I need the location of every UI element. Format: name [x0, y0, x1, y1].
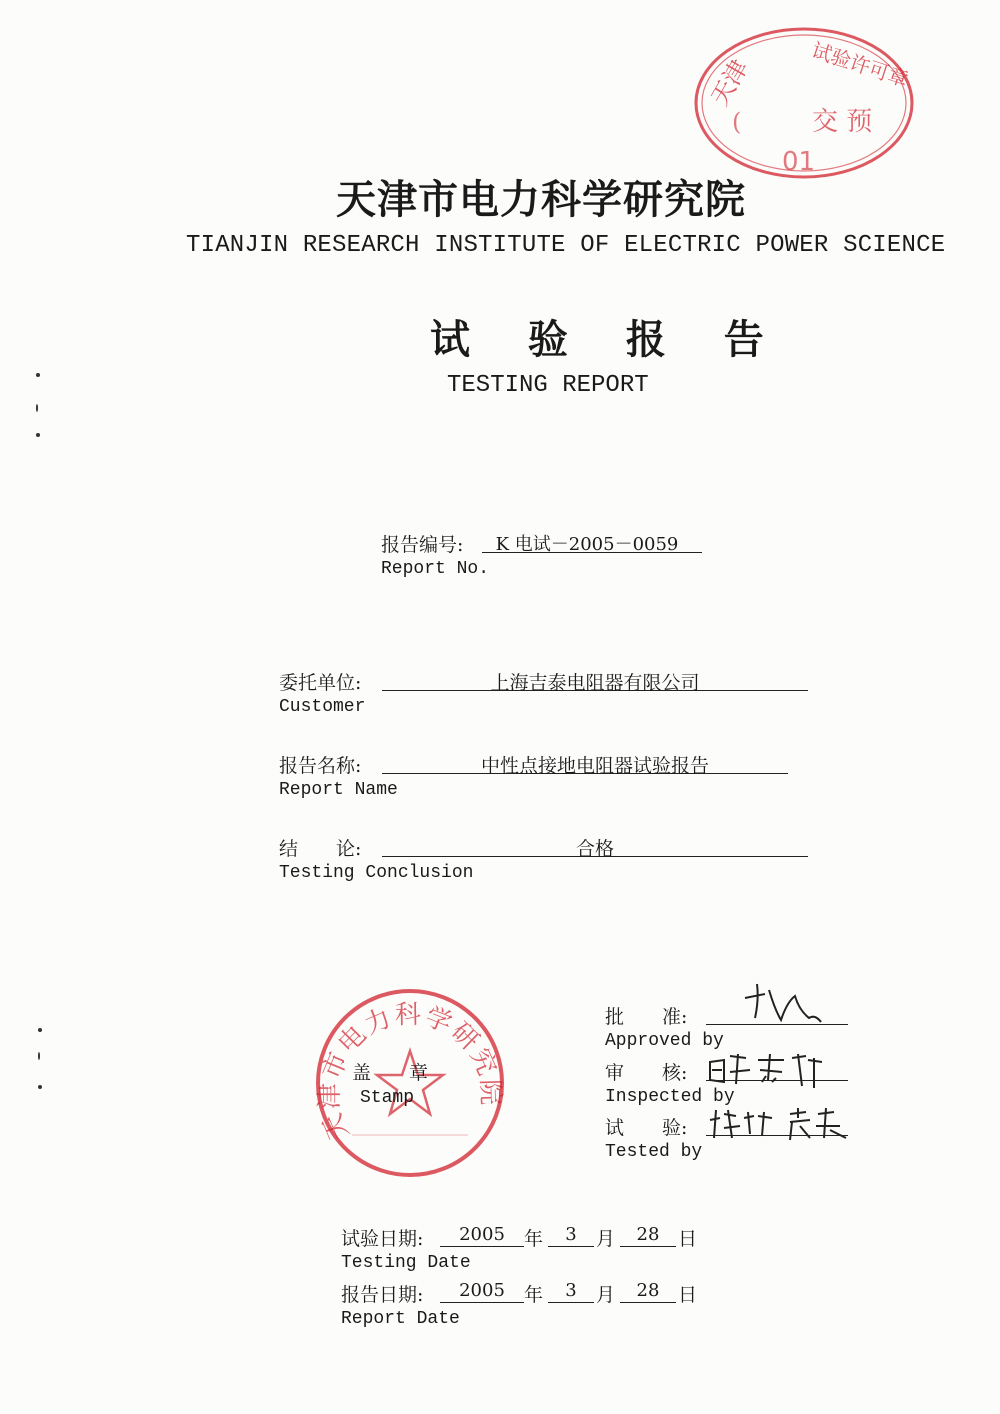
tested-label-en: Tested by [605, 1142, 703, 1162]
report-name-label-cn: 报告名称: [279, 755, 362, 777]
binding-mark [36, 433, 40, 437]
stamp-label-en: Stamp [360, 1088, 415, 1108]
report-date-year-unit: 年 [524, 1284, 544, 1306]
report-date-label-en: Report Date [341, 1309, 460, 1329]
svg-text:试验许可章: 试验许可章 [808, 37, 912, 92]
report-no-label-cn: 报告编号: [381, 534, 464, 556]
svg-text:01: 01 [782, 147, 816, 177]
testing-date-year: 2005 [459, 1224, 505, 1245]
conclusion-label-en: Testing Conclusion [279, 863, 474, 883]
report-date-year: 2005 [459, 1280, 505, 1301]
top-right-seal [692, 22, 916, 184]
svg-text:交 预: 交 预 [812, 107, 873, 137]
customer-label-en: Customer [279, 697, 366, 717]
report-heading-cn: 试 验 报 告 [430, 316, 786, 363]
report-date-label-cn: 报告日期: [341, 1284, 424, 1306]
conclusion-label-cn: 结 论: [279, 838, 362, 860]
report-name-value: 中性点接地电阻器试验报告 [480, 755, 709, 777]
binding-mark [38, 1085, 42, 1089]
report-date-day-line [620, 1302, 676, 1303]
institute-name-cn: 天津市电力科学研究院 [336, 176, 746, 223]
testing-date-year-line [440, 1246, 524, 1247]
report-heading-en: TESTING REPORT [447, 372, 649, 399]
report-no-value: K 电试－2005－0059 [495, 534, 679, 555]
inspected-label-cn: 审 核: [605, 1062, 688, 1084]
testing-date-label-en: Testing Date [341, 1253, 471, 1273]
svg-text:天津: 天津 [705, 54, 754, 111]
inspected-signature [706, 1050, 826, 1090]
report-name-label-en: Report Name [279, 780, 398, 800]
stamp-label-cn: 盖 章 [352, 1062, 429, 1084]
report-date-day-unit: 日 [678, 1284, 698, 1306]
customer-label-cn: 委托单位: [279, 672, 362, 694]
approved-signature [735, 980, 825, 1026]
report-date-month-unit: 月 [596, 1284, 616, 1306]
binding-mark [36, 404, 38, 412]
testing-date-day-line [620, 1246, 676, 1247]
tested-label-cn: 试 验: [605, 1117, 688, 1139]
report-date-day: 28 [636, 1280, 660, 1301]
binding-mark [38, 1028, 42, 1032]
testing-date-month-unit: 月 [596, 1228, 616, 1250]
approved-label-cn: 批 准: [605, 1006, 688, 1028]
testing-date-label-cn: 试验日期: [341, 1228, 424, 1250]
approved-label-en: Approved by [605, 1031, 724, 1051]
report-date-month-line [548, 1302, 594, 1303]
testing-date-month: 3 [565, 1224, 577, 1245]
report-date-year-line [440, 1302, 524, 1303]
report-date-month: 3 [565, 1280, 577, 1301]
conclusion-value: 合格 [575, 838, 614, 860]
report-no-label-en: Report No. [381, 559, 490, 579]
seal-arc-text: 天津市电力科学研究院 [314, 1000, 506, 1145]
institute-name-en: TIANJIN RESEARCH INSTITUTE OF ELECTRIC POWER SCIENCE [186, 232, 946, 259]
customer-value: 上海吉泰电阻器有限公司 [490, 672, 700, 694]
testing-date-month-line [548, 1246, 594, 1247]
binding-mark [36, 373, 40, 377]
testing-date-day: 28 [636, 1224, 660, 1245]
tested-signature [706, 1104, 856, 1144]
testing-date-year-unit: 年 [524, 1228, 544, 1250]
inspected-label-en: Inspected by [605, 1087, 735, 1107]
testing-date-day-unit: 日 [678, 1228, 698, 1250]
binding-mark [38, 1052, 40, 1060]
svg-text:(: ( [732, 108, 742, 136]
